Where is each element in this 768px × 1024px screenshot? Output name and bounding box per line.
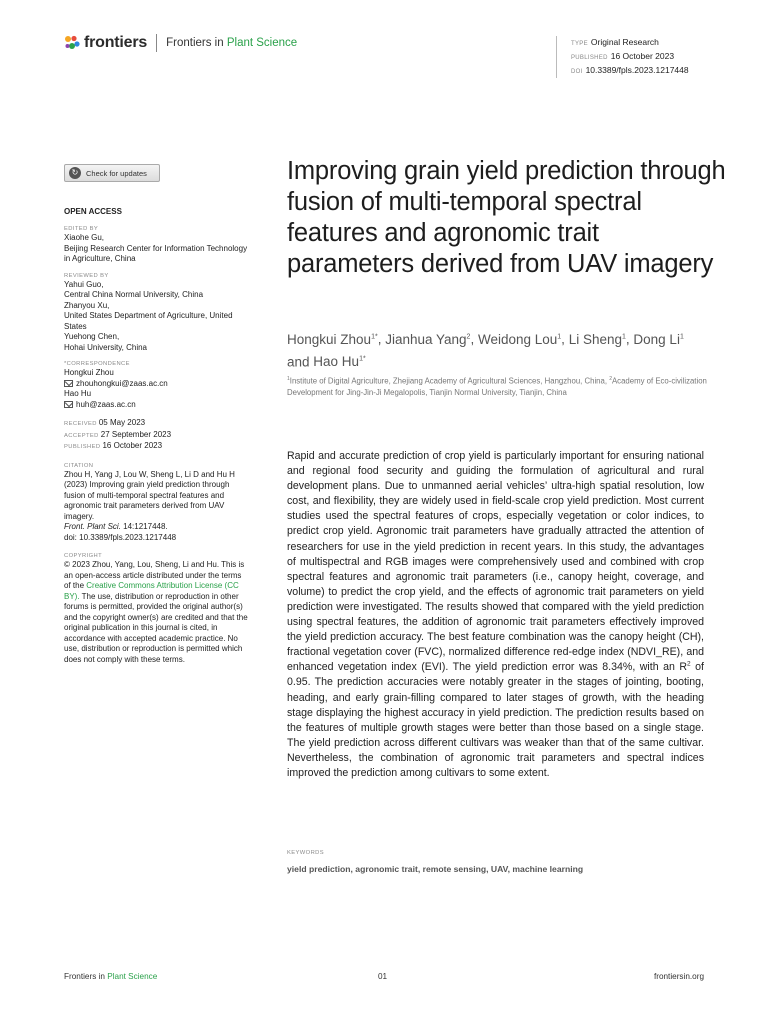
frontiers-logo-icon (64, 35, 80, 51)
check-for-updates-button[interactable]: ↻ Check for updates (64, 164, 160, 182)
reviewer-line: Yahui Guo, (64, 279, 104, 289)
keywords: yield prediction, agronomic trait, remote sensing, UAV, machine learning (287, 864, 584, 874)
affiliations: $^1$Institute of Digital Agriculture, Zhejiang Academy of Agricultural Sciences, Hangzhou, China, $^2$Academy of Eco-civilization Development for Jing-Jin-Ji Megalopolis, Tianjin Normal University, Tianjin, China (287, 376, 707, 398)
email-link[interactable]: huh@zaas.ac.cn (76, 399, 136, 409)
accepted-date: 27 September 2023 (100, 429, 172, 439)
affiliation: Academy of Eco-civilization Development for Jing-Jin-Ji Megalopolis, Tianjin Normal University, Tianjin, China (287, 376, 707, 398)
footer-site-link[interactable]: frontiersin.org (653, 972, 704, 981)
cc-by-link[interactable]: Creative Commons Attribution License (CC BY). (64, 581, 239, 601)
reviewer-line: Zhanyou Xu, (64, 300, 110, 310)
editor-name: Xiaohe Gu, (64, 233, 105, 242)
author[interactable]: Dong Li$^1$ (633, 331, 684, 347)
citation-text: Zhou H, Yang J, Lou W, Sheng L, Li D and Hu H (2023) Improving grain yield prediction through fusion of multi-temporal spectral features and agronomic trait parameters derived from UAV imagery. (64, 469, 235, 521)
reviewer-line: Hohai University, China (64, 342, 147, 352)
abstract: Rapid and accurate prediction of crop yield is particularly important for ensuring national and regional food security and guiding the formulation of agricultural and rural development plans. Due to unmanned aerial vehicles’ ultra-high spatial resolution, low cost, and flexibility, they are widely used in field-scale crop yield prediction. Most current studies used the spectral features of crops, especially vegetation or color indices, to predict crop yield. Agronomic trait parameters have gradually attracted the attention of researchers for use in the yield prediction in recent years. In this study, the advantages of multispectral and RGB images were comprehensively used and combined with crop spectral features and agronomic trait parameters (i.e., canopy height, coverage, and volume) to predict the crop yield, and the effects of agronomic trait parameters on yield prediction were investigated. The results showed that compared with the yield prediction using spectral features, the addition of agronomic trait parameters effectively improved the yield prediction accuracy. The best feature combination was the canopy height (CH), fractional vegetation cover (FVC), normalized difference red-edge index (NDVI_RE), and enhanced vegetation index (EVI). The yield prediction error was 8.34%, with an $R^2$ of 0.95. The prediction accuracies were notably greater in the stages of jointing, booting, heading, and early grain-filling compared to later stages of growth, with the heading stage displaying the highest accuracy in yield prediction. The prediction results based on the features of multiple growth stages were better than those based on a single stage. The yield prediction across different cultivars was weaker than that of the same cultivar. Nevertheless, the combination of agronomic trait parameters and spectral indices improved the prediction among cultivars to some extent. (287, 450, 705, 779)
received-date: 05 May 2023 (98, 418, 146, 427)
journal-name[interactable]: Frontiers in Plant Science (166, 37, 298, 49)
author[interactable]: Jianhua Yang$^2$ (385, 331, 471, 347)
open-access-label: OPEN ACCESS (64, 207, 122, 216)
sidebar-info: EDITED BY Xiaohe Gu, Beijing Research Center for Information Technology in Agriculture, China REVIEWED BY Yahui Guo, Central China Normal University, China Zhanyou Xu, United States Department of Agriculture, United States Yuehong Chen, Hohai University, China *CORRESPONDENCE Hongkui Zhou zhouhongkui@zaas.ac.cn Hao Hu huh@zaas.ac.cn RECEIVED 05 May 2023 ACCEPTED 27 September 2023 PUBLISHED 16 October 2023 CITATION Zhou H, Yang J, Lou W, Sheng L, Li D and Hu H (2023) Improving grain yield prediction through fusion of multi-temporal spectral features and agronomic trait parameters derived from UAV imagery. Front. Plant Sci. 14:1217448. doi: 10.3389/fpls.2023.1217448 COPYRIGHT © 2023 Zhou, Yang, Lou, Sheng, Li and Hu. This is an open-access article distributed under the terms of the Creative Commons Attribution License (CC BY). The use, distribution or reproduction in other forums is permitted, provided the original author(s) and the copyright owner(s) are credited and that the original publication in this journal is cited, in accordance with accepted academic practice. No use, distribution or reproduction is permitted which does not comply with these terms. (64, 225, 250, 665)
footer-journal[interactable]: Frontiers in Plant Science (64, 972, 158, 981)
copyright-text: © 2023 Zhou, Yang, Lou, Sheng, Li and Hu. This is an open-access article distributed under the terms of the Creative Commons Attribution License (CC BY). The use, distribution or reproduction in other forums is permitted, provided the original author(s) and the copyright owner(s) are credited and that the original publication in this journal is cited, in accordance with accepted academic practice. No use, distribution or reproduction is permitted which does not comply with these terms. (64, 560, 248, 664)
citation-journal: Front. Plant Sci. (64, 522, 121, 531)
published-date-sidebar: 16 October 2023 (102, 441, 163, 450)
page-number: 01 (378, 972, 388, 981)
email-icon (64, 380, 73, 387)
article-meta: TYPE Original Research PUBLISHED 16 October 2023 DOI 10.3389/fpls.2023.1217448 (556, 36, 689, 78)
keywords-label: KEYWORDS (287, 850, 325, 856)
email-link[interactable]: zhouhongkui@zaas.ac.cn (76, 378, 168, 388)
logo-divider (156, 34, 157, 52)
author[interactable]: Hongkui Zhou$^{1*}$ (287, 331, 378, 347)
email-icon (64, 401, 73, 408)
doi-link[interactable]: 10.3389/fpls.2023.1217448 (585, 65, 689, 75)
author[interactable]: Li Sheng$^1$ (568, 331, 626, 347)
frontiers-logo[interactable] (64, 32, 297, 54)
brand-name: frontiers (84, 34, 148, 51)
reviewer-line: United States Department of Agriculture, United States (64, 311, 233, 331)
article-title: Improving grain yield prediction through fusion of multi-temporal spectral features and agronomic trait parameters derived from UAV imagery (287, 157, 726, 278)
citation-doi: doi: 10.3389/fpls.2023.1217448 (64, 532, 177, 542)
affiliation: Institute of Digital Agriculture, Zhejiang Academy of Agricultural Sciences, Hangzhou, China, (289, 376, 608, 386)
published-date: 16 October 2023 (610, 51, 675, 61)
corresponding-author: Hao Hu (64, 389, 92, 398)
reviewer-line: Central China Normal University, China (64, 290, 204, 299)
corresponding-author: Hongkui Zhou (64, 368, 114, 377)
update-icon: ↻ (69, 167, 81, 179)
author-list: Hongkui Zhou$^{1*}$, Jianhua Yang$^2$, Weidong Lou$^1$, Li Sheng$^1$, Dong Li$^1$ and Hao $Hu^{1*}$ (287, 331, 684, 369)
editor-affiliation: Beijing Research Center for Information Technology in Agriculture, China (64, 243, 248, 263)
reviewer-line: Yuehong Chen, (64, 332, 120, 341)
author[interactable]: Weidong Lou$^1$ (477, 331, 562, 347)
article-type: Original Research (590, 37, 659, 47)
author[interactable]: Hao $Hu^{1*}$ (313, 354, 366, 369)
